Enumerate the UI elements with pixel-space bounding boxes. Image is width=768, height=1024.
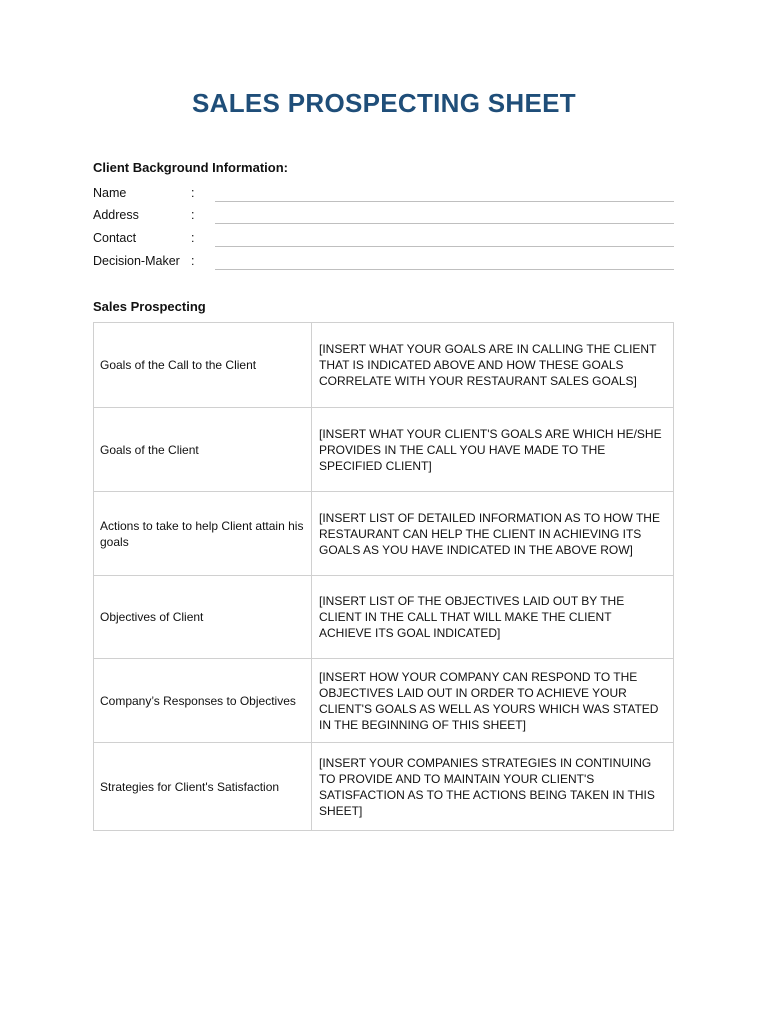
name-line[interactable] [215, 201, 674, 202]
table-row [94, 576, 674, 659]
address-colon: : [191, 208, 195, 222]
page-title: SALES PROSPECTING SHEET [192, 88, 576, 118]
table-row [94, 492, 674, 576]
name-colon: : [191, 186, 195, 200]
row-value[interactable]: [INSERT YOUR COMPANIES STRATEGIES IN CONTINUING TO PROVIDE AND TO MAINTAIN YOUR CLIENT'S SATISFACTION AS TO THE ACTIONS BEING TAKEN IN THIS SHEET] [312, 743, 674, 831]
row-value[interactable]: [INSERT HOW YOUR COMPANY CAN RESPOND TO THE OBJECTIVES LAID OUT IN ORDER TO ACHIEVE YOUR CLIENT'S GOALS AS WELL AS YOURS WHICH WAS STATED IN THE BEGINNING OF THIS SHEET] [312, 659, 674, 743]
contact-colon: : [191, 231, 195, 245]
name-label: Name [93, 186, 127, 200]
table-row [94, 323, 674, 408]
table-row [94, 659, 674, 743]
contact-line[interactable] [215, 246, 674, 247]
row-value[interactable]: [INSERT WHAT YOUR GOALS ARE IN CALLING THE CLIENT THAT IS INDICATED ABOVE AND HOW THESE GOALS CORRELATE WITH YOUR RESTAURANT SALES GOALS] [312, 323, 674, 408]
row-label: Actions to take to help Client attain his goals [94, 492, 312, 576]
row-label: Goals of the Client [94, 408, 312, 492]
decision-maker-label: Decision-Maker [93, 254, 180, 268]
sales-prospecting-table [93, 322, 674, 831]
row-value[interactable]: [INSERT LIST OF DETAILED INFORMATION AS TO HOW THE RESTAURANT CAN HELP THE CLIENT IN ACHIEVING ITS GOALS AS YOU HAVE INDICATED IN THE ABOVE ROW] [312, 492, 674, 576]
decision-maker-colon: : [191, 254, 195, 268]
row-label: Strategies for Client's Satisfaction [94, 743, 312, 831]
row-label: Company’s Responses to Objectives [94, 659, 312, 743]
row-label: Objectives of Client [94, 576, 312, 659]
contact-label: Contact [93, 231, 137, 245]
address-label: Address [93, 208, 139, 222]
contact-field[interactable] [93, 231, 674, 253]
background-heading: Client Background Information: [93, 160, 288, 175]
decision-maker-field[interactable] [93, 254, 674, 276]
sales-prospecting-heading: Sales Prospecting [93, 299, 206, 314]
row-value[interactable]: [INSERT WHAT YOUR CLIENT'S GOALS ARE WHICH HE/SHE PROVIDES IN THE CALL YOU HAVE MADE TO THE SPECIFIED CLIENT] [312, 408, 674, 492]
table-row [94, 743, 674, 831]
name-field[interactable] [93, 186, 674, 208]
address-field[interactable] [93, 208, 674, 230]
row-value[interactable]: [INSERT LIST OF THE OBJECTIVES LAID OUT BY THE CLIENT IN THE CALL THAT WILL MAKE THE CLIENT ACHIEVE ITS GOAL INDICATED] [312, 576, 674, 659]
table-row [94, 408, 674, 492]
decision-maker-line[interactable] [215, 269, 674, 270]
row-label: Goals of the Call to the Client [94, 323, 312, 408]
address-line[interactable] [215, 223, 674, 224]
